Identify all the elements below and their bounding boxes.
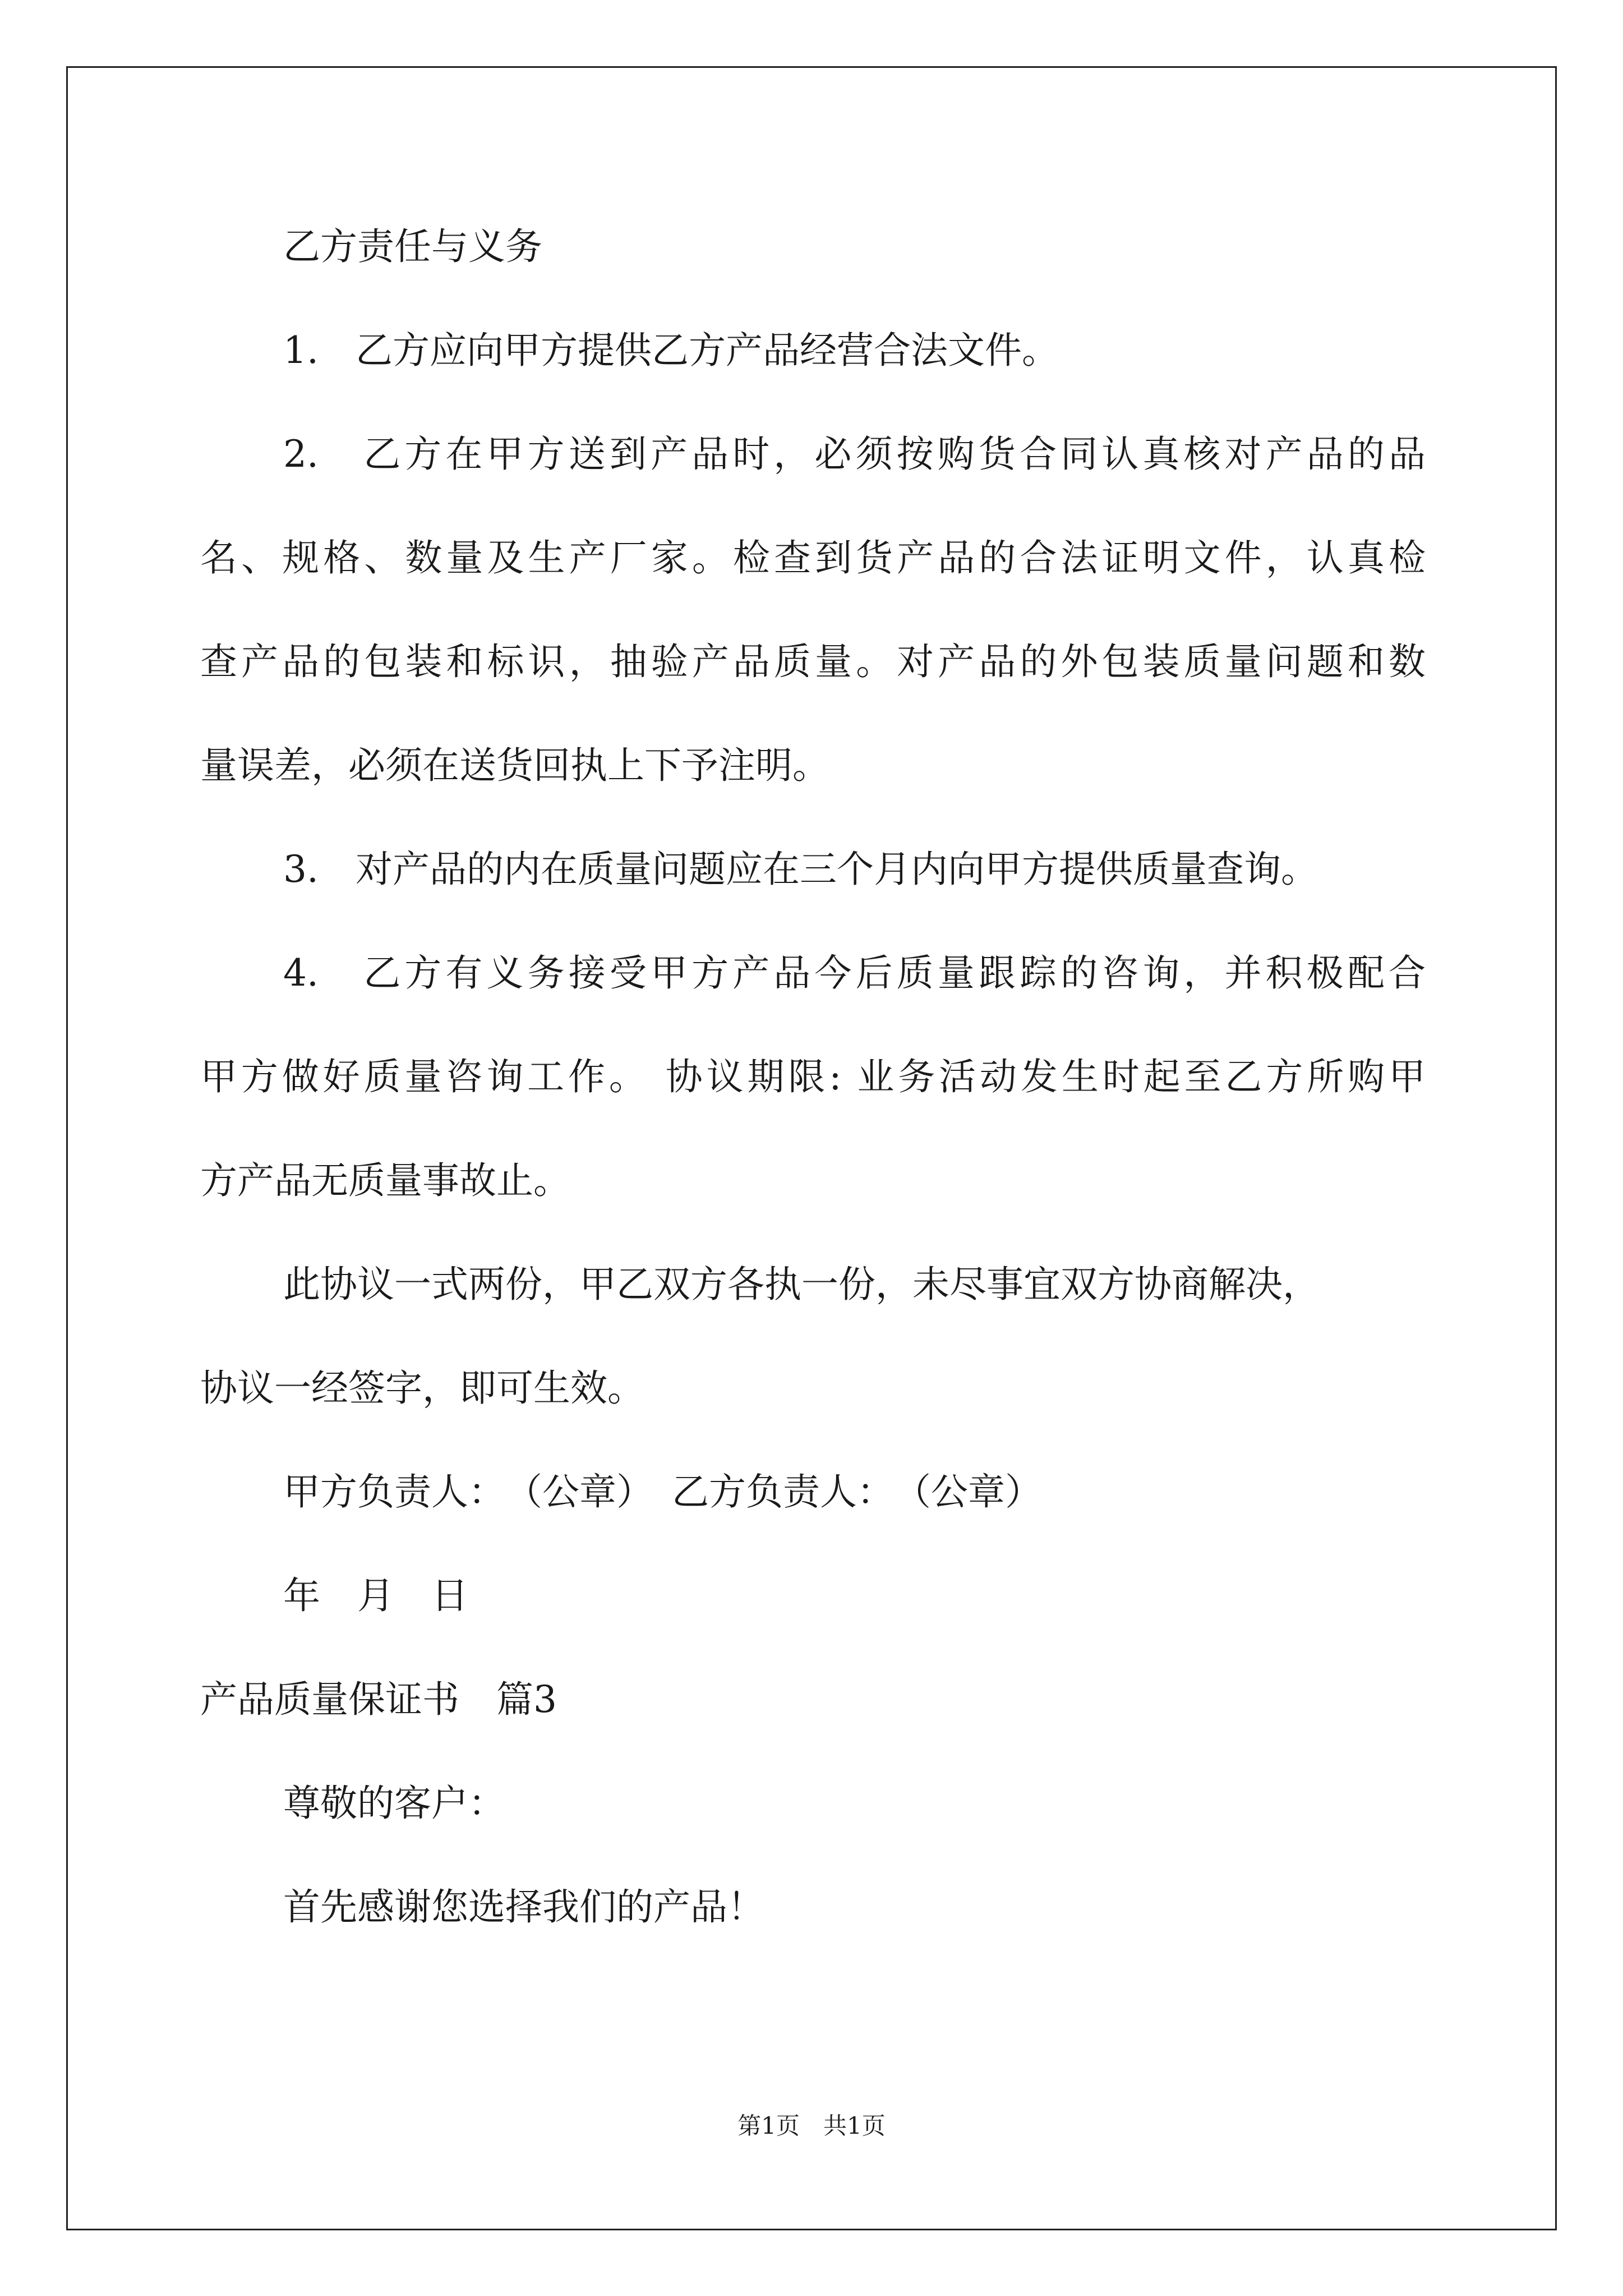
section-heading: 乙方责任与义务 [283, 225, 542, 268]
closing-line-2: 协议一经签字，即可生效。 [200, 1366, 644, 1410]
clause-2-line-2: 名、规格、数量及生产厂家。检查到货产品的合法证明文件，认真检 [200, 536, 1426, 579]
clause-4-line-2: 甲方做好质量咨询工作。 协议期限: 业务活动发生时起至乙方所购甲 [200, 1055, 1426, 1098]
salutation: 尊敬的客户： [283, 1782, 505, 1825]
opening-sentence: 首先感谢您选择我们的产品！ [283, 1885, 764, 1929]
clause-4-line-3: 方产品无质量事故止。 [200, 1159, 570, 1202]
closing-line-1: 此协议一式两份，甲乙双方各执一份，未尽事宜双方协商解决， [283, 1263, 1320, 1306]
clause-2-line-4: 量误差，必须在送货回执上下予注明。 [200, 744, 829, 787]
document-title: 产品质量保证书 篇3 [200, 1678, 557, 1721]
date-line: 年 月 日 [283, 1574, 468, 1617]
clause-1-line-1: 1. 乙方应向甲方提供乙方产品经营合法文件。 [283, 329, 1059, 372]
clause-4-line-1: 4. 乙方有义务接受甲方产品今后质量跟踪的咨询，并积极配合 [283, 951, 1426, 995]
clause-2-line-3: 查产品的包装和标识，抽验产品质量。对产品的外包装质量问题和数 [200, 640, 1426, 683]
signature-line: 甲方负责人： （公章） 乙方负责人： （公章） [283, 1470, 1042, 1513]
page-number-footer: 第1页 共1页 [737, 2112, 886, 2139]
clause-3-line-1: 3. 对产品的内在质量问题应在三个月内向甲方提供质量查询。 [283, 848, 1318, 891]
clause-2-line-1: 2. 乙方在甲方送到产品时，必须按购货合同认真核对产品的品 [283, 432, 1426, 476]
